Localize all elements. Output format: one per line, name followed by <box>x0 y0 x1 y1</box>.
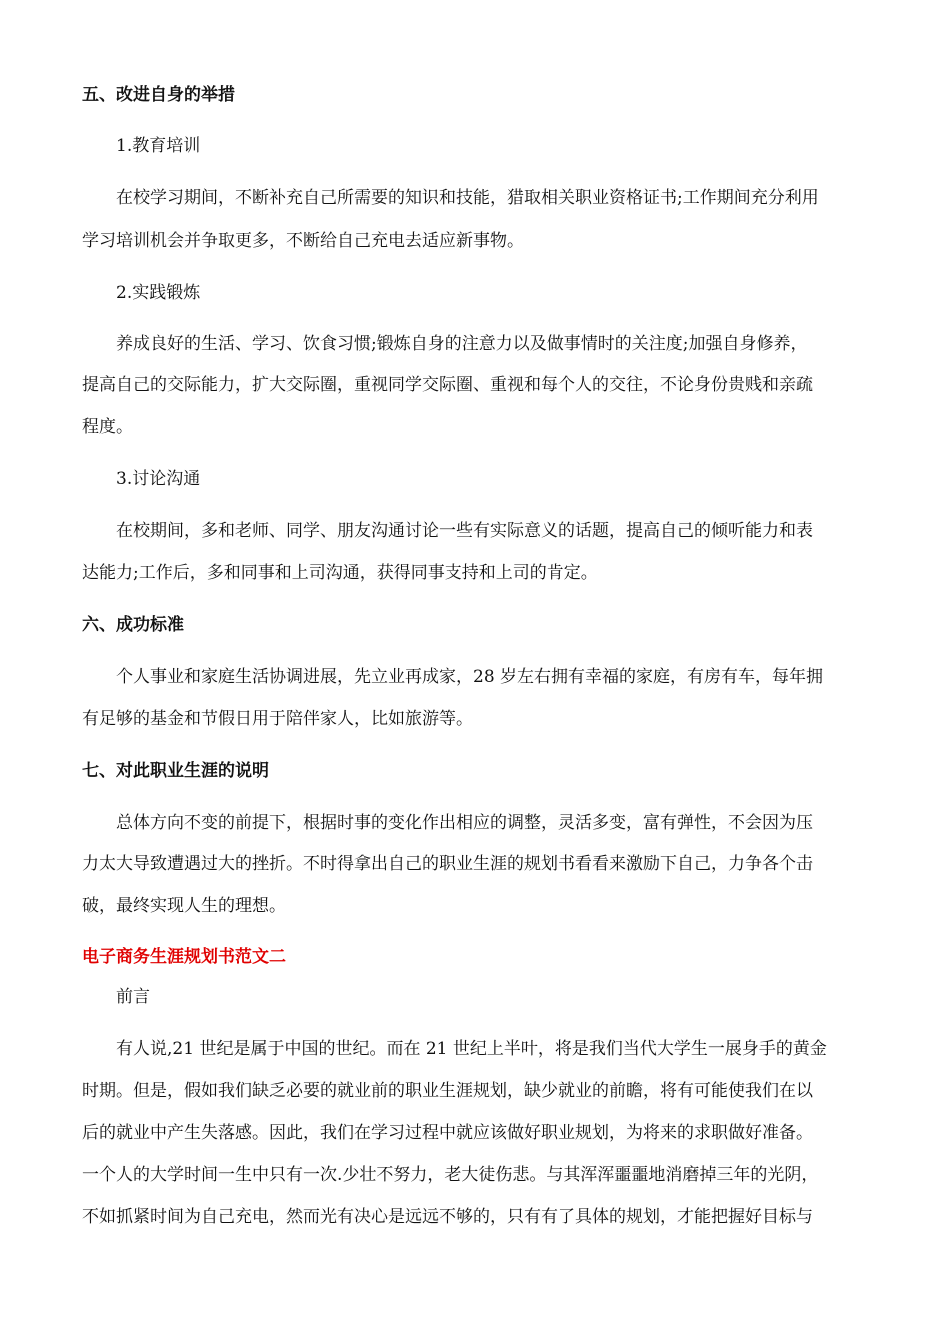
subheading-preface: 前言 <box>116 987 150 1007</box>
paragraph-line: 达能力;工作后，多和同事和上司沟通，获得同事支持和上司的肯定。 <box>82 563 598 583</box>
paragraph-line: 一个人的大学时间一生中只有一次.少壮不努力，老大徒伤悲。与其浑浑噩噩地消磨掉三年的光阴， <box>82 1165 819 1185</box>
paragraph-line: 有足够的基金和节假日用于陪伴家人，比如旅游等。 <box>82 709 473 729</box>
paragraph-line: 破，最终实现人生的理想。 <box>82 896 286 916</box>
section-heading-5: 五、改进自身的举措 <box>82 85 235 105</box>
paragraph-line: 后的就业中产生失落感。因此，我们在学习过程中就应该做好职业规划，为将来的求职做好准备。 <box>82 1123 813 1143</box>
paragraph-line: 不如抓紧时间为自己充电，然而光有决心是远远不够的，只有有了具体的规划，才能把握好目标与 <box>82 1207 813 1227</box>
paragraph-line: 学习培训机会并争取更多，不断给自己充电去适应新事物。 <box>82 231 524 251</box>
article-title-red: 电子商务生涯规划书范文二 <box>82 947 286 967</box>
subheading-practice: 2.实践锻炼 <box>116 283 201 303</box>
paragraph-line: 程度。 <box>82 417 133 437</box>
paragraph-line: 在校期间，多和老师、同学、朋友沟通讨论一些有实际意义的话题，提高自己的倾听能力和表 <box>116 521 813 541</box>
section-heading-7: 七、对此职业生涯的说明 <box>82 761 269 781</box>
subheading-education: 1.教育培训 <box>116 136 201 156</box>
paragraph-line: 有人说,21 世纪是属于中国的世纪。而在 21 世纪上半叶，将是我们当代大学生一展身手的黄金 <box>116 1039 827 1059</box>
paragraph-line: 在校学习期间，不断补充自己所需要的知识和技能，猎取相关职业资格证书;工作期间充分利用 <box>116 188 819 208</box>
subheading-discussion: 3.讨论沟通 <box>116 469 201 489</box>
paragraph-line: 提高自己的交际能力，扩大交际圈，重视同学交际圈、重视和每个人的交往，不论身份贵贱和亲疏 <box>82 375 813 395</box>
paragraph-line: 时期。但是，假如我们缺乏必要的就业前的职业生涯规划，缺少就业的前瞻，将有可能使我们在以 <box>82 1081 813 1101</box>
paragraph-line: 力太大导致遭遇过大的挫折。不时得拿出自己的职业生涯的规划书看看来激励下自己，力争各个击 <box>82 854 813 874</box>
section-heading-6: 六、成功标准 <box>82 615 184 635</box>
paragraph-line: 养成良好的生活、学习、饮食习惯;锻炼自身的注意力以及做事情时的关注度;加强自身修养， <box>116 334 808 354</box>
paragraph-line: 个人事业和家庭生活协调进展，先立业再成家，28 岁左右拥有幸福的家庭，有房有车，每年拥 <box>116 667 824 687</box>
paragraph-line: 总体方向不变的前提下，根据时事的变化作出相应的调整，灵活多变，富有弹性，不会因为压 <box>116 813 813 833</box>
